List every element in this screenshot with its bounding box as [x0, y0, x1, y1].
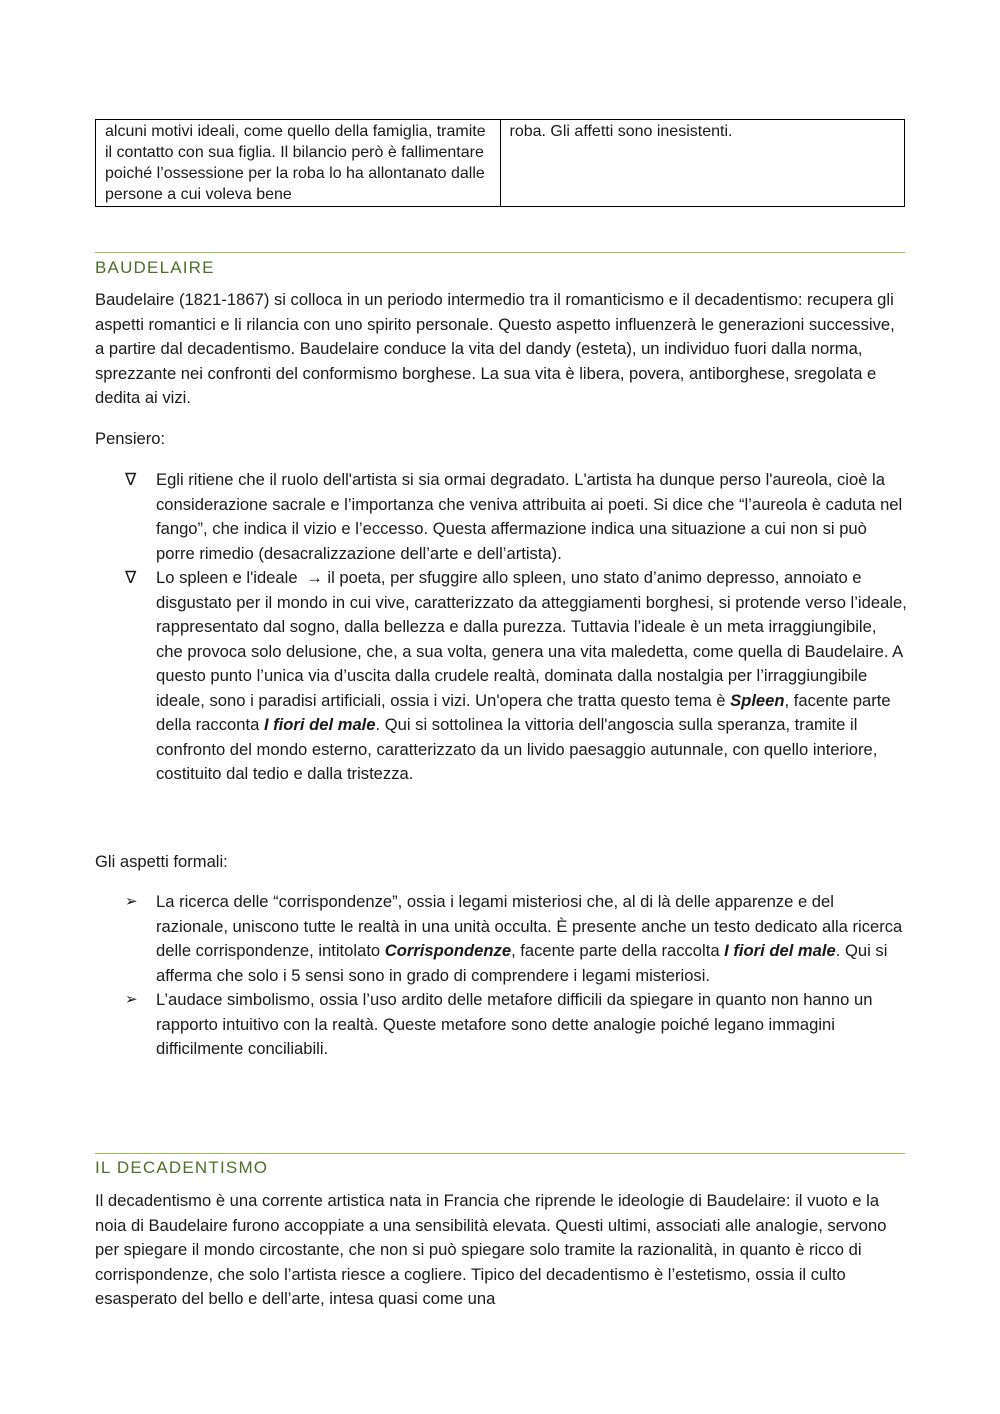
title-fiori-del-male: I fiori del male	[263, 715, 376, 734]
pensiero-item-2-text: il poeta, per sfuggire allo spleen, uno stato d’animo depresso, annoiato e disgustato per il mondo in cui vive, caratterizzato da atteggiamenti borghesi, si protende verso l’ideale, rappresentato dal sogno, dalla bellezza e dalla purezza. Tuttavia l’ideale è un meta irraggiungibile, che provoca solo delusione, che, a sua volta, genera una vita maledetta, come quella di Baudelaire. A questo punto l’unica via d’uscita dalla crudele realtà, dominata dalla nostalgia per l’irraggiungibile ideale, sono i paradisi artificiali, ossia i vizi. Un'opera che tratta questo tema è	[156, 568, 907, 710]
table-cell-left: alcuni motivi ideali, come quello della famiglia, tramite il contatto con sua figlia. Il bilancio però è fallimentare poiché l’ossessione per la roba lo ha allontanato dalle persone a cui voleva bene	[96, 120, 501, 207]
formali-item-1-text-b: , facente parte della raccolta	[511, 941, 725, 960]
table-row	[96, 120, 905, 207]
pensiero-item-2-text-b: , facente parte della racconta	[156, 690, 891, 734]
table-cell-right: roba. Gli affetti sono inesistenti.	[500, 120, 905, 207]
arrowhead-bullet-icon: ➢	[125, 893, 138, 910]
formali-item-1-text-c: . Qui si afferma che solo i 5 sensi sono in grado di comprendere i legami misteriosi.	[156, 941, 888, 985]
title-spleen: Spleen	[730, 690, 785, 710]
formali-label: Gli aspetti formali:	[95, 852, 228, 871]
pensiero-item-2-lead: Lo spleen e l'ideale	[156, 568, 298, 587]
nabla-bullet-icon: ∇	[125, 568, 137, 587]
list-item	[95, 890, 907, 988]
section-heading-decadentismo: IL DECADENTISMO	[95, 1158, 269, 1177]
baudelaire-intro: Baudelaire (1821-1867) si colloca in un periodo intermedio tra il romanticismo e il decadentismo: recupera gli aspetti romantici e li rilancia con uno spirito personale. Questo aspetto influenzerà le generazioni successive, a partire dal decadentismo. Baudelaire conduce la vita del dandy (esteta), un individuo fuori dalla norma, sprezzante nei confronti del conformismo borghese. La sua vita è libera, povera, antiborghese, sregolata e dedita ai vizi.	[95, 290, 895, 407]
decadentismo-intro: Il decadentismo è una corrente artistica nata in Francia che riprende le ideologie di Baudelaire: il vuoto e la noia di Baudelaire furono accoppiate a una sensibilità elevata. Questi ultimi, associati alle analogie, servono per spiegare il mondo circostante, che non si può spiegare solo tramite la razionalità, in quanto è ricco di corrispondenze, che solo l’artista riesce a cogliere. Tipico del decadentismo è l’estetismo, ossia il culto esasperato del bello e dell’arte, intesa quasi come una	[95, 1191, 887, 1308]
pensiero-item-2-text-c: . Qui si sottolinea la vittoria dell'angoscia sulla speranza, tramite il confronto del mondo esterno, caratterizzato da un livido paesaggio autunnale, con quello interiore, costituito dal tedio e dalla tristezza.	[156, 715, 878, 783]
heading-rule	[95, 1153, 905, 1154]
heading-rule	[95, 252, 905, 253]
pensiero-list	[95, 468, 907, 787]
list-item	[95, 988, 907, 1062]
formali-item-1-text: La ricerca delle “corrispondenze”, ossia i legami misteriosi che, al di là delle apparenze e del razionale, uniscono tutte le realtà in una unità occulta. È presente anche un testo dedicato alla ricerca delle corrispondenze, intitolato	[156, 892, 903, 960]
title-fiori-del-male: I fiori del male	[724, 941, 836, 960]
arrowhead-bullet-icon: ➢	[125, 991, 138, 1008]
continuation-table	[95, 119, 905, 207]
arrow-right-icon: →	[306, 568, 323, 587]
section-heading-baudelaire: BAUDELAIRE	[95, 258, 215, 277]
formali-list	[95, 890, 907, 1062]
title-corrispondenze: Corrispondenze	[384, 941, 512, 960]
pensiero-item-1: Egli ritiene che il ruolo dell'artista si sia ormai degradato. L'artista ha dunque perso l'aureola, cioè la considerazione sacrale e l’importanza che veniva attribuita ai poeti. Si dice che “l’aureola è caduta nel fango”, che indica il vizio e l’eccesso. Questa affermazione indica una situazione a cui non si può porre rimedio (desacralizzazione dell’arte e dell’artista).	[156, 470, 903, 563]
list-item	[95, 468, 907, 566]
list-item	[95, 566, 907, 787]
formali-item-2-text: L’audace simbolismo, ossia l’uso ardito delle metafore difficili da spiegare in quanto non hanno un rapporto intuitivo con la realtà. Queste metafore sono dette analogie poiché legano immagini difficilmente conciliabili.	[156, 990, 873, 1058]
nabla-bullet-icon: ∇	[125, 470, 137, 489]
pensiero-label: Pensiero:	[95, 429, 166, 448]
